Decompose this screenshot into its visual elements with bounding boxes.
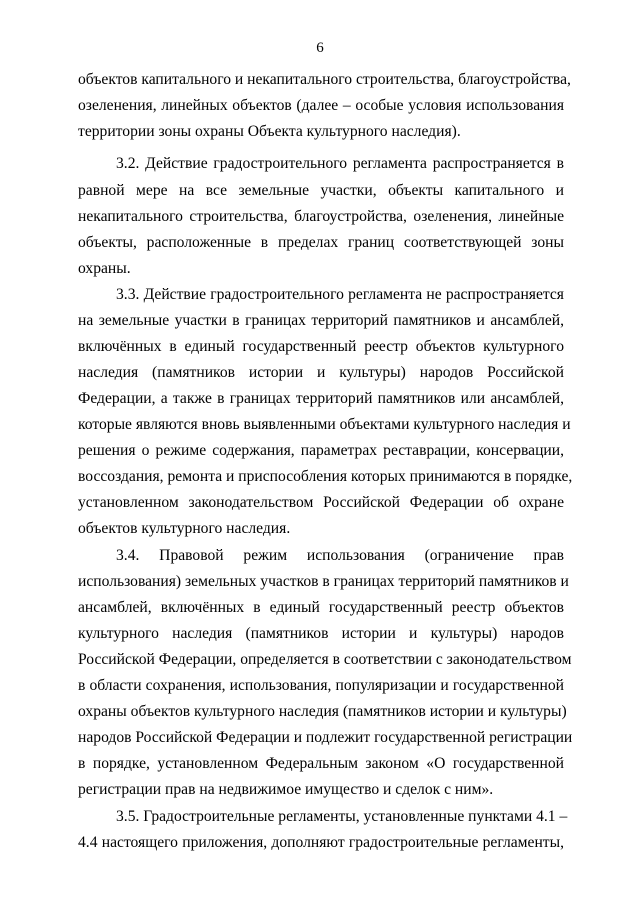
text-line: в области сохранения, использования, популяризации и государственной bbox=[78, 677, 564, 694]
paragraph-3-2-first-line: 3.2. Действие градостроительного регламента распространяется в bbox=[116, 155, 564, 172]
text-line: охраны объектов культурного наследия (памятников истории и культуры) bbox=[78, 703, 567, 720]
text-line: Федерации, а также в границах территорий памятников или ансамблей, bbox=[78, 390, 564, 407]
text-line: равной мере на все земельные участки, объекты капитального и bbox=[78, 182, 564, 199]
text-line: регистрации прав на недвижимое имущество и сделок с ним». bbox=[78, 781, 494, 798]
text-line: на земельные участки в границах территорий памятников и ансамблей, bbox=[78, 312, 564, 329]
paragraph-3-4-first-line: 3.4. Правовой режим использования (ограничение прав bbox=[116, 547, 564, 564]
text-line: решения о режиме содержания, параметрах реставрации, консервации, bbox=[78, 442, 564, 459]
text-line: объектов культурного наследия. bbox=[78, 520, 291, 537]
text-line: некапитального строительства, благоустройства, озеленения, линейные bbox=[78, 208, 564, 225]
text-line: объекты, расположенные в пределах границ соответствующей зоны bbox=[78, 234, 564, 251]
text-line: 4.4 настоящего приложения, дополняют градостроительные регламенты, bbox=[78, 834, 564, 851]
text-line: воссоздания, ремонта и приспособления которых принимаются в порядке, bbox=[78, 468, 573, 485]
text-line: наследия (памятников истории и культуры) народов Российской bbox=[78, 364, 564, 381]
paragraph-3-3-first-line: 3.3. Действие градостроительного регламента не распространяется bbox=[116, 286, 564, 303]
text-line: территории зоны охраны Объекта культурного наследия). bbox=[78, 123, 461, 140]
text-line: объектов капитального и некапитального строительства, благоустройства, bbox=[78, 71, 571, 88]
text-line: установленном законодательством Российской Федерации об охране bbox=[78, 494, 564, 511]
text-line: в порядке, установленном Федеральным законом «О государственной bbox=[78, 755, 564, 772]
text-line: охраны. bbox=[78, 260, 131, 277]
text-line: ансамблей, включённых в единый государственный реестр объектов bbox=[78, 599, 564, 616]
text-line: народов Российской Федерации и подлежит государственной регистрации bbox=[78, 729, 573, 746]
paragraph-3-5-first-line: 3.5. Градостроительные регламенты, установленные пунктами 4.1 – bbox=[116, 808, 568, 825]
text-line: использования) земельных участков в границах территорий памятников и bbox=[78, 573, 569, 590]
page-number: 6 bbox=[316, 40, 324, 56]
text-line: озеленения, линейных объектов (далее – особые условия использования bbox=[78, 97, 564, 114]
text-line: культурного наследия (памятников истории и культуры) народов bbox=[78, 625, 564, 642]
text-line: включённых в единый государственный реестр объектов культурного bbox=[78, 338, 564, 355]
text-line: Российской Федерации, определяется в соответствии с законодательством bbox=[78, 651, 572, 668]
text-line: которые являются вновь выявленными объектами культурного наследия и bbox=[78, 416, 571, 433]
